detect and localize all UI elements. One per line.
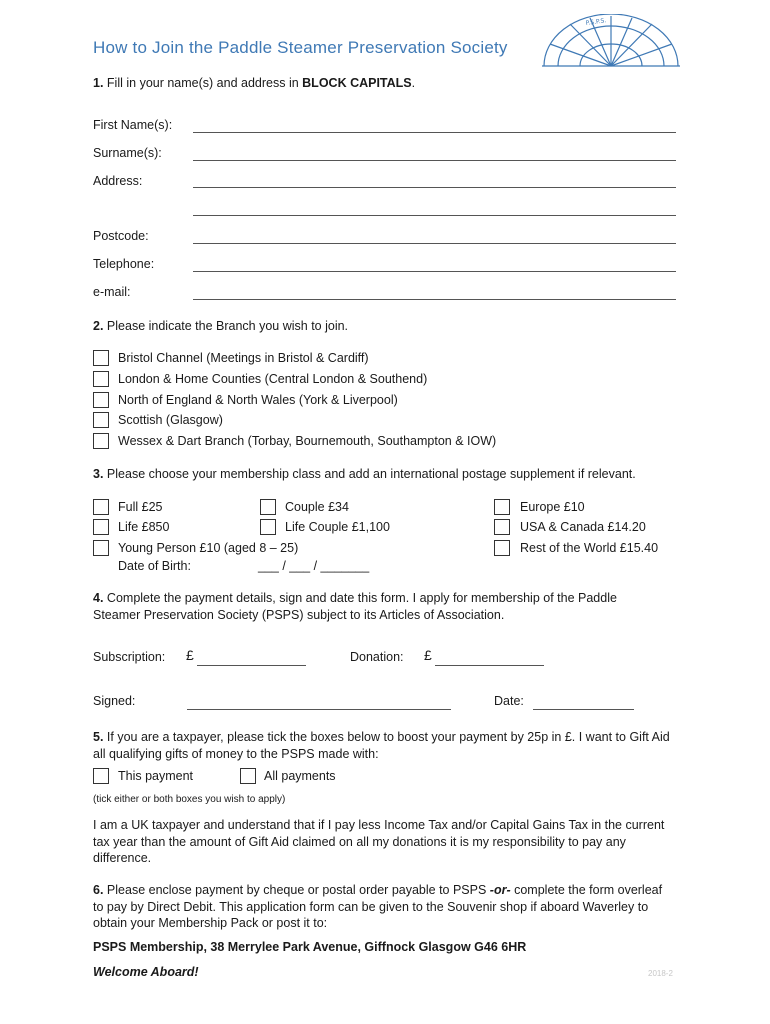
email-label: e-mail: [93,285,131,299]
section-number: 6. [93,883,104,897]
paddle-wheel-logo-icon [540,14,682,70]
section-number: 1. [93,76,104,90]
supplement-label-europe: Europe £10 [520,500,585,514]
section-1-instruction [93,76,415,90]
class-checkbox-full[interactable] [93,499,109,515]
email-field[interactable] [193,299,676,300]
class-checkbox-life[interactable] [93,519,109,535]
form-version-code: 2018-2 [648,969,673,978]
instruction-end: . [411,76,416,90]
branch-label-bristol: Bristol Channel (Meetings in Bristol & Cardiff) [118,351,369,365]
branch-checkbox-bristol[interactable] [93,350,109,366]
section-number: 5. [93,730,104,744]
class-label-life: Life £850 [118,520,170,534]
class-label-young-person: Young Person £10 (aged 8 – 25) [118,541,299,555]
branch-checkbox-london[interactable] [93,371,109,387]
subscription-field[interactable] [197,665,306,666]
supplement-label-rest-of-world: Rest of the World £15.40 [520,541,659,555]
surname-field[interactable] [193,160,676,161]
address-field-line-1[interactable] [193,187,676,188]
section-number: 3. [93,467,104,481]
instruction-text-b: complete the form overleaf to pay by Direct Debit. This application form can be given to the Souvenir shop if aboard Waverley to obtain your Membership Pack or post it to: [93,883,663,930]
instruction-text: Complete the payment details, sign and date this form. I apply for membership of the Paddle Steamer Preservation Society (PSPS) subject to its Articles of Association. [93,591,617,622]
class-label-life-couple: Life Couple £1,100 [285,520,390,534]
donation-label: Donation: [350,650,404,664]
dob-field[interactable]: ___ / ___ / _______ [258,559,370,573]
instruction-text: Please indicate the Branch you wish to join. [106,319,349,333]
first-name-field[interactable] [193,132,676,133]
dob-label: Date of Birth: [118,559,191,573]
signature-field[interactable] [187,709,451,710]
branch-label-north: North of England & North Wales (York & Liverpool) [118,393,398,407]
date-label: Date: [494,694,524,708]
donation-field[interactable] [435,665,544,666]
postcode-label: Postcode: [93,229,149,243]
instruction-text: Please choose your membership class and add an international postage supplement if relevant. [106,467,636,481]
branch-label-wessex: Wessex & Dart Branch (Torbay, Bournemouth, Southampton & IOW) [118,434,497,448]
section-number: 4. [93,591,104,605]
subscription-label: Subscription: [93,650,166,664]
surname-label: Surname(s): [93,146,162,160]
gift-aid-this-payment-label: This payment [118,769,194,783]
class-label-full: Full £25 [118,500,163,514]
supplement-checkbox-rest-of-world[interactable] [494,540,510,556]
gift-aid-hint: (tick either or both boxes you wish to apply) [93,794,286,805]
page-title: How to Join the Paddle Steamer Preservation Society [93,38,508,57]
branch-checkbox-scottish[interactable] [93,412,109,428]
telephone-field[interactable] [193,271,676,272]
branch-checkbox-wessex[interactable] [93,433,109,449]
taxpayer-declaration: I am a UK taxpayer and understand that if I pay less Income Tax and/or Capital Gains Tax in the current tax year than the amount of Gift Aid claimed on all my donations it is my responsibility to pay any difference. [93,818,665,865]
section-6-instruction [93,882,668,932]
section-4-instruction [93,590,663,623]
section-2-instruction [93,319,348,333]
supplement-label-usa-canada: USA & Canada £14.20 [520,520,646,534]
date-field[interactable] [533,709,634,710]
class-checkbox-young-person[interactable] [93,540,109,556]
address-field-line-2[interactable] [193,215,676,216]
instruction-text: If you are a taxpayer, please tick the boxes below to boost your payment by 25p in £. I want to Gift Aid all qualifying gifts of money to the PSPS made with: [93,730,670,761]
first-name-label: First Name(s): [93,118,173,132]
signed-label: Signed: [93,694,136,708]
block-capitals-emphasis: BLOCK CAPITALS [302,76,412,90]
postcode-field[interactable] [193,243,676,244]
instruction-text: Fill in your name(s) and address in [106,76,303,90]
instruction-text-a: Please enclose payment by cheque or postal order payable to PSPS [106,883,490,897]
welcome-message: Welcome Aboard! [93,965,199,979]
postal-address: PSPS Membership, 38 Merrylee Park Avenue, Giffnock Glasgow G46 6HR [93,940,527,954]
svg-text:P.S.P.S.: P.S.P.S. [585,17,607,27]
donation-currency: £ [424,647,432,663]
subscription-currency: £ [186,647,194,663]
supplement-checkbox-europe[interactable] [494,499,510,515]
or-emphasis: -or- [489,883,511,897]
gift-aid-all-payments-checkbox[interactable] [240,768,256,784]
section-5-instruction [93,729,673,762]
gift-aid-this-payment-checkbox[interactable] [93,768,109,784]
section-3-instruction [93,467,636,481]
supplement-checkbox-usa-canada[interactable] [494,519,510,535]
class-label-couple: Couple £34 [285,500,349,514]
class-checkbox-life-couple[interactable] [260,519,276,535]
class-checkbox-couple[interactable] [260,499,276,515]
address-label: Address: [93,174,143,188]
gift-aid-all-payments-label: All payments [264,769,336,783]
section-number: 2. [93,319,104,333]
branch-label-london: London & Home Counties (Central London & Southend) [118,372,428,386]
branch-label-scottish: Scottish (Glasgow) [118,413,223,427]
branch-checkbox-north[interactable] [93,392,109,408]
telephone-label: Telephone: [93,257,155,271]
